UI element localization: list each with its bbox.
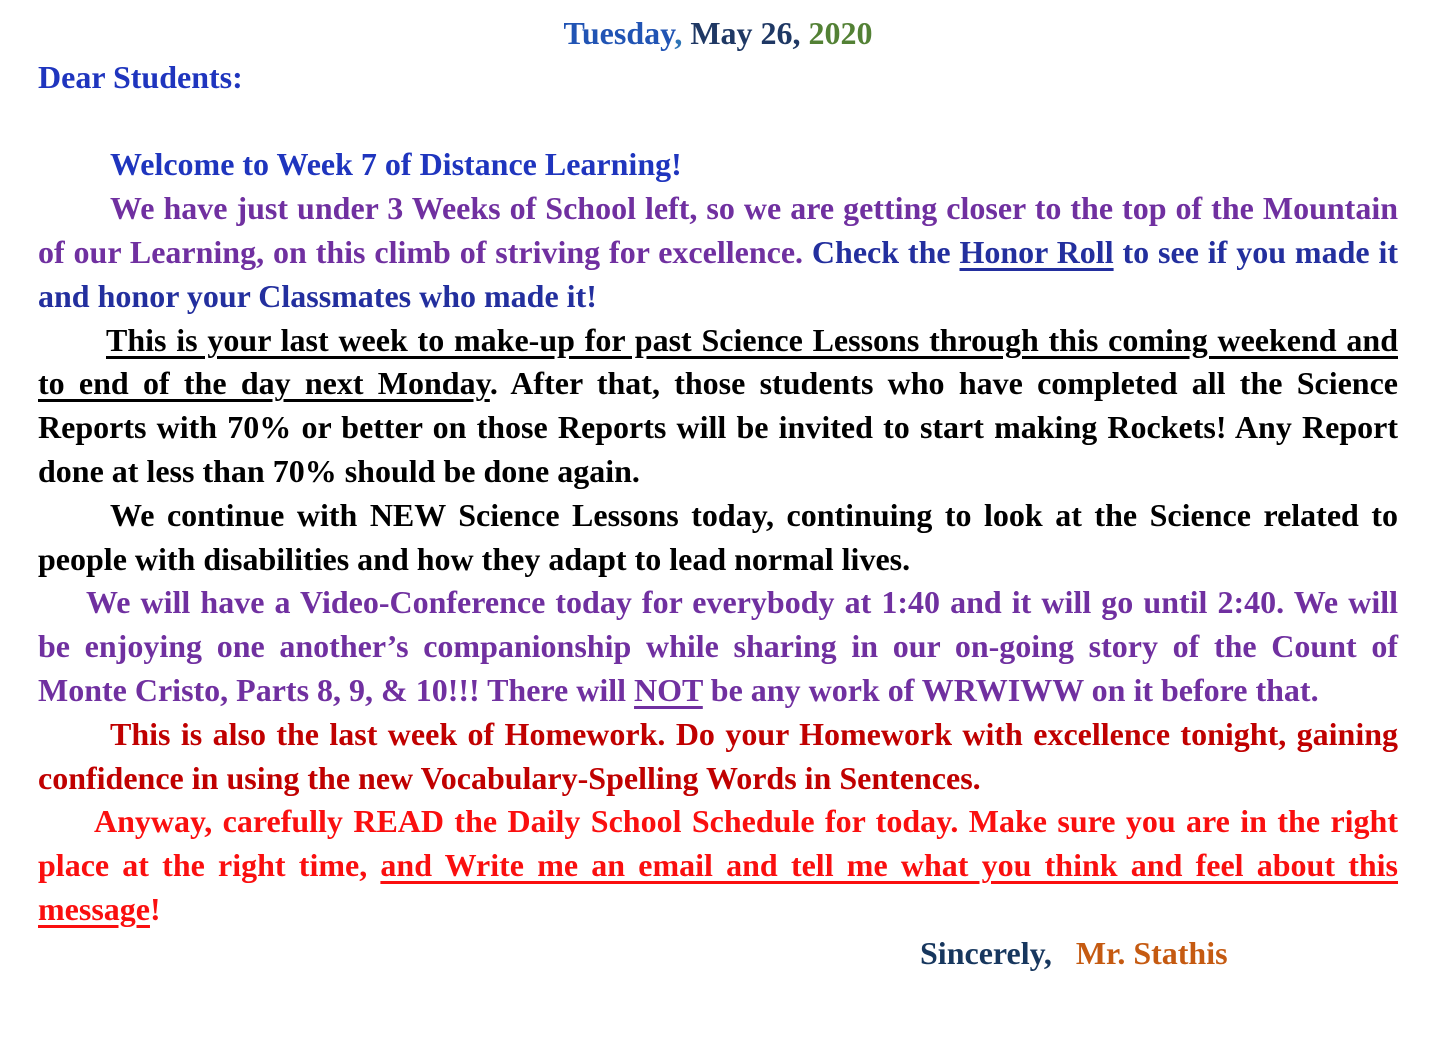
homework-paragraph — [38, 713, 1398, 801]
intro-paragraph — [38, 187, 1398, 318]
text-segment: This is your last week to make-up for past Science Lessons through this coming weekend and to end of the day next Monday — [38, 321, 1398, 402]
text-segment: Sincerely, — [920, 934, 1076, 971]
text-segment: Welcome to Week 7 of Distance Learning! — [110, 146, 682, 183]
text-segment: We will have a Video-Conference today for everybody at 1:40 and it will go until 2:40. We will be enjoying one another’s companionship while sharing in our on-going story of the Count of Monte Cristo, Parts 8, 9, & 10!!! There will — [38, 584, 1398, 708]
text-segment: We have just under 3 Weeks of School left, so we are getting closer to the top of the Mountain of our Learning, on this climb of striving for excellence. — [38, 190, 1398, 270]
text-segment: , — [674, 15, 691, 51]
text-segment: and Write me an email and tell me what you think and feel about this message — [38, 847, 1399, 927]
text-segment: ! — [149, 890, 161, 927]
welcome-heading — [38, 143, 1398, 187]
text-segment: be any work of WRWIWW on it before that. — [702, 671, 1319, 708]
spacer-line — [38, 100, 1398, 144]
closing-line — [38, 932, 1398, 976]
text-segment: May 26, — [690, 15, 809, 51]
text-segment: Dear Students: — [38, 58, 243, 95]
text-segment: We continue with NEW Science Lessons today, continuing to look at the Science related to people with disabilities and how they adapt to lead normal lives. — [38, 496, 1398, 577]
text-segment: to see if you made it and honor your Classmates who made it! — [38, 233, 1399, 314]
text-segment: . After that, those students who have completed all the Science Reports with 70% or better on those Reports will be invited to start making Rockets! Any Report done at less than 70% should be done again. — [38, 365, 1399, 489]
salutation — [38, 56, 1398, 100]
text-segment — [38, 103, 46, 139]
text-segment: Tuesday — [563, 15, 675, 51]
text-segment: This is also the last week of Homework. Do your Homework with excellence tonight, gaining confidence in using the new Vocabulary-Spelling Words in Sentences. — [38, 715, 1398, 796]
text-segment: Check the — [811, 233, 960, 270]
video-conference-paragraph — [38, 581, 1398, 712]
science-makeup-paragraph — [38, 319, 1398, 494]
schedule-paragraph — [38, 800, 1398, 931]
letter-body — [38, 12, 1398, 976]
text-segment: Mr. Stathis — [1075, 934, 1228, 971]
date-line — [38, 12, 1398, 56]
text-segment: 2020 — [808, 15, 873, 51]
text-segment: Anyway, carefully READ the Daily School Schedule for today. Make sure you are in the right place at the right time, — [38, 803, 1398, 884]
science-lessons-paragraph — [38, 494, 1398, 582]
text-segment: NOT — [634, 671, 703, 708]
text-segment: Honor Roll — [959, 233, 1114, 270]
